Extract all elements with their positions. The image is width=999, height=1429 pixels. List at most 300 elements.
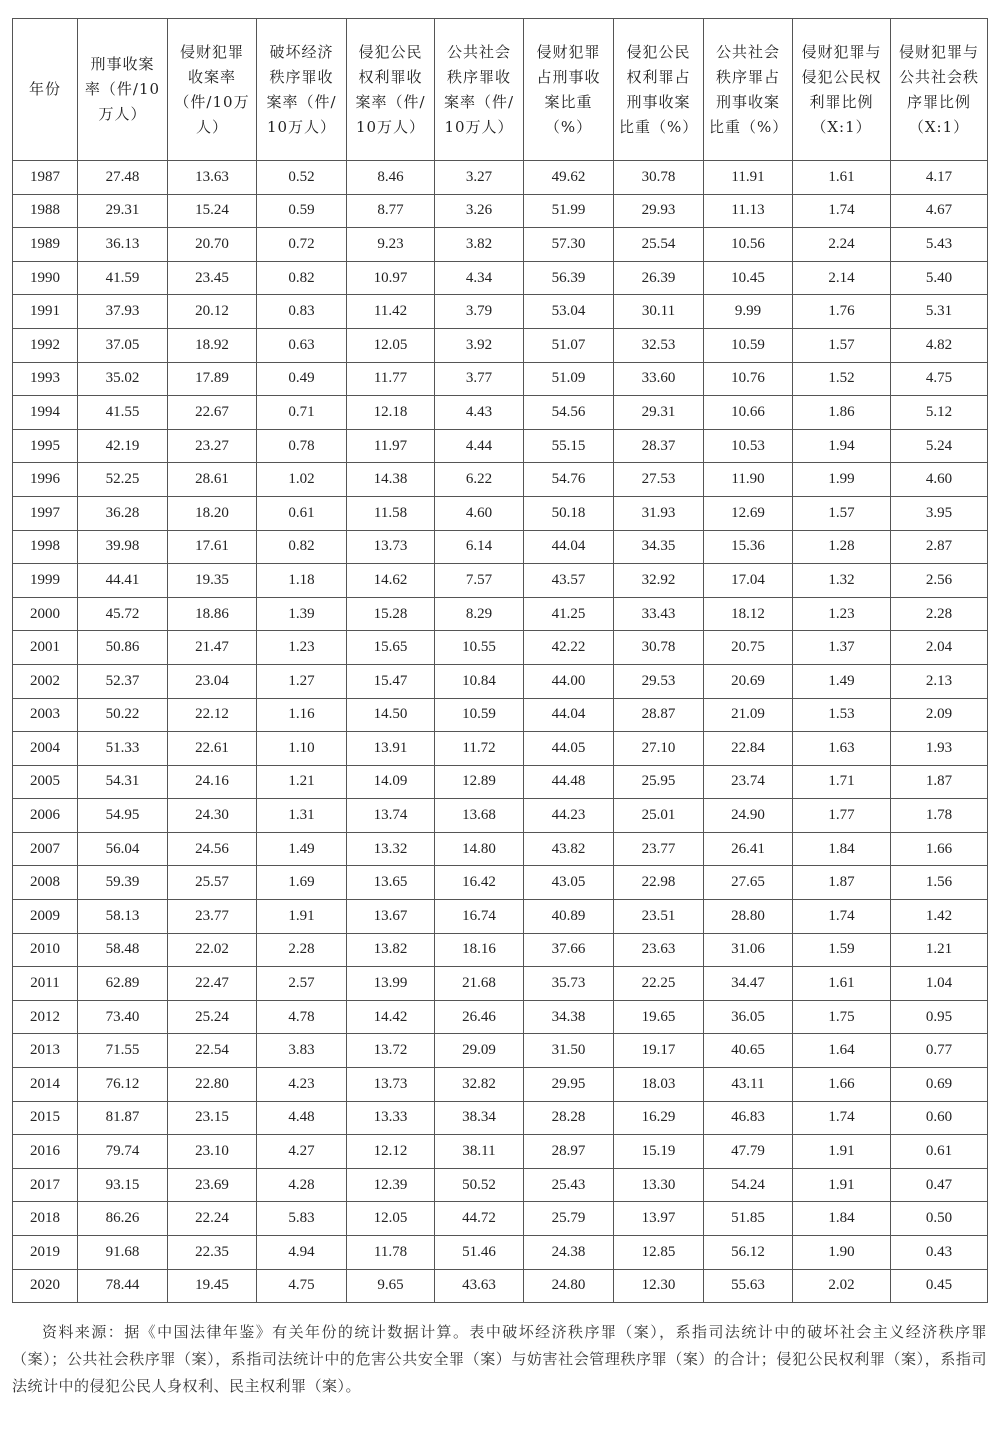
value-cell: 47.79 (704, 1135, 793, 1169)
value-cell: 27.10 (614, 732, 704, 766)
value-cell: 0.59 (257, 194, 347, 228)
year-cell: 2000 (13, 597, 78, 631)
value-cell: 43.82 (524, 832, 614, 866)
value-cell: 3.27 (435, 161, 524, 195)
value-cell: 1.21 (891, 933, 988, 967)
value-cell: 1.49 (793, 664, 891, 698)
value-cell: 10.59 (435, 698, 524, 732)
value-cell: 12.89 (435, 765, 524, 799)
year-cell: 2014 (13, 1068, 78, 1102)
year-cell: 2010 (13, 933, 78, 967)
value-cell: 33.43 (614, 597, 704, 631)
value-cell: 17.89 (168, 362, 257, 396)
value-cell: 4.27 (257, 1135, 347, 1169)
value-cell: 56.04 (78, 832, 168, 866)
table-row (13, 161, 988, 195)
table-row (13, 362, 988, 396)
table-row (13, 328, 988, 362)
value-cell: 3.77 (435, 362, 524, 396)
value-cell: 0.43 (891, 1236, 988, 1270)
value-cell: 15.28 (347, 597, 435, 631)
year-cell: 2019 (13, 1236, 78, 1270)
value-cell: 12.39 (347, 1168, 435, 1202)
value-cell: 40.89 (524, 900, 614, 934)
value-cell: 1.91 (793, 1135, 891, 1169)
value-cell: 4.23 (257, 1068, 347, 1102)
value-cell: 0.83 (257, 295, 347, 329)
value-cell: 0.72 (257, 228, 347, 262)
value-cell: 1.53 (793, 698, 891, 732)
value-cell: 3.95 (891, 496, 988, 530)
value-cell: 2.57 (257, 967, 347, 1001)
value-cell: 23.63 (614, 933, 704, 967)
value-cell: 1.74 (793, 900, 891, 934)
value-cell: 20.70 (168, 228, 257, 262)
source-note: 资料来源：据《中国法律年鉴》有关年份的统计数据计算。表中破坏经济秩序罪（案），系指司法统计中的破坏社会主义经济秩序罪（案）；公共社会秩序罪（案），系指司法统计中的危害公共安全罪（案）与妨害社会管理秩序罪（案）的合计；侵犯公民权利罪（案），系指司法统计中的侵犯公民人身权利、民主权利罪（案）。 (12, 1323, 987, 1395)
value-cell: 0.82 (257, 261, 347, 295)
table-body (13, 161, 988, 1303)
value-cell: 4.60 (435, 496, 524, 530)
value-cell: 10.97 (347, 261, 435, 295)
value-cell: 2.14 (793, 261, 891, 295)
year-cell: 2018 (13, 1202, 78, 1236)
value-cell: 29.31 (78, 194, 168, 228)
value-cell: 32.92 (614, 564, 704, 598)
value-cell: 13.91 (347, 732, 435, 766)
value-cell: 22.47 (168, 967, 257, 1001)
value-cell: 3.83 (257, 1034, 347, 1068)
value-cell: 52.25 (78, 463, 168, 497)
value-cell: 13.74 (347, 799, 435, 833)
value-cell: 0.77 (891, 1034, 988, 1068)
value-cell: 14.80 (435, 832, 524, 866)
value-cell: 76.12 (78, 1068, 168, 1102)
crime-statistics-table (12, 18, 988, 1303)
value-cell: 28.97 (524, 1135, 614, 1169)
value-cell: 1.49 (257, 832, 347, 866)
value-cell: 79.74 (78, 1135, 168, 1169)
value-cell: 1.16 (257, 698, 347, 732)
value-cell: 31.50 (524, 1034, 614, 1068)
value-cell: 1.64 (793, 1034, 891, 1068)
year-cell: 2011 (13, 967, 78, 1001)
value-cell: 23.45 (168, 261, 257, 295)
value-cell: 4.44 (435, 429, 524, 463)
year-cell: 1996 (13, 463, 78, 497)
value-cell: 1.99 (793, 463, 891, 497)
value-cell: 10.84 (435, 664, 524, 698)
value-cell: 25.57 (168, 866, 257, 900)
value-cell: 22.24 (168, 1202, 257, 1236)
table-row (13, 1168, 988, 1202)
value-cell: 58.48 (78, 933, 168, 967)
value-cell: 6.14 (435, 530, 524, 564)
value-cell: 25.54 (614, 228, 704, 262)
value-cell: 57.30 (524, 228, 614, 262)
table-row (13, 1269, 988, 1303)
value-cell: 7.57 (435, 564, 524, 598)
value-cell: 93.15 (78, 1168, 168, 1202)
value-cell: 43.57 (524, 564, 614, 598)
value-cell: 22.12 (168, 698, 257, 732)
value-cell: 18.20 (168, 496, 257, 530)
value-cell: 44.72 (435, 1202, 524, 1236)
value-cell: 36.13 (78, 228, 168, 262)
value-cell: 13.68 (435, 799, 524, 833)
value-cell: 6.22 (435, 463, 524, 497)
value-cell: 1.61 (793, 967, 891, 1001)
value-cell: 50.52 (435, 1168, 524, 1202)
value-cell: 44.48 (524, 765, 614, 799)
value-cell: 27.65 (704, 866, 793, 900)
value-cell: 50.18 (524, 496, 614, 530)
year-cell: 1991 (13, 295, 78, 329)
value-cell: 1.31 (257, 799, 347, 833)
value-cell: 30.78 (614, 631, 704, 665)
value-cell: 36.28 (78, 496, 168, 530)
year-cell: 2012 (13, 1000, 78, 1034)
value-cell: 1.39 (257, 597, 347, 631)
value-cell: 1.84 (793, 832, 891, 866)
value-cell: 23.77 (168, 900, 257, 934)
value-cell: 0.82 (257, 530, 347, 564)
value-cell: 16.42 (435, 866, 524, 900)
value-cell: 37.66 (524, 933, 614, 967)
value-cell: 12.30 (614, 1269, 704, 1303)
header-property-share: 侵财犯罪占刑事收案比重（%） (524, 19, 614, 161)
header-property-vs-public-ratio: 侵财犯罪与公共社会秩序罪比例（X:1） (891, 19, 988, 161)
value-cell: 4.75 (257, 1269, 347, 1303)
value-cell: 17.04 (704, 564, 793, 598)
value-cell: 5.83 (257, 1202, 347, 1236)
table-row (13, 967, 988, 1001)
value-cell: 19.65 (614, 1000, 704, 1034)
value-cell: 14.09 (347, 765, 435, 799)
value-cell: 71.55 (78, 1034, 168, 1068)
value-cell: 13.72 (347, 1034, 435, 1068)
value-cell: 54.56 (524, 396, 614, 430)
year-cell: 1989 (13, 228, 78, 262)
value-cell: 31.93 (614, 496, 704, 530)
table-row (13, 1202, 988, 1236)
value-cell: 36.05 (704, 1000, 793, 1034)
value-cell: 30.78 (614, 161, 704, 195)
value-cell: 23.10 (168, 1135, 257, 1169)
value-cell: 26.39 (614, 261, 704, 295)
value-cell: 4.94 (257, 1236, 347, 1270)
value-cell: 22.35 (168, 1236, 257, 1270)
value-cell: 34.47 (704, 967, 793, 1001)
value-cell: 1.37 (793, 631, 891, 665)
value-cell: 28.87 (614, 698, 704, 732)
value-cell: 1.63 (793, 732, 891, 766)
value-cell: 34.38 (524, 1000, 614, 1034)
value-cell: 1.91 (257, 900, 347, 934)
value-cell: 18.03 (614, 1068, 704, 1102)
value-cell: 14.38 (347, 463, 435, 497)
value-cell: 43.63 (435, 1269, 524, 1303)
value-cell: 24.56 (168, 832, 257, 866)
value-cell: 27.53 (614, 463, 704, 497)
value-cell: 40.65 (704, 1034, 793, 1068)
value-cell: 11.72 (435, 732, 524, 766)
year-cell: 1993 (13, 362, 78, 396)
value-cell: 1.27 (257, 664, 347, 698)
value-cell: 26.46 (435, 1000, 524, 1034)
value-cell: 13.73 (347, 530, 435, 564)
value-cell: 43.05 (524, 866, 614, 900)
value-cell: 4.75 (891, 362, 988, 396)
value-cell: 10.53 (704, 429, 793, 463)
value-cell: 81.87 (78, 1101, 168, 1135)
value-cell: 10.45 (704, 261, 793, 295)
table-row (13, 1034, 988, 1068)
value-cell: 44.04 (524, 698, 614, 732)
value-cell: 11.97 (347, 429, 435, 463)
value-cell: 17.61 (168, 530, 257, 564)
value-cell: 20.69 (704, 664, 793, 698)
value-cell: 15.65 (347, 631, 435, 665)
value-cell: 10.56 (704, 228, 793, 262)
value-cell: 43.11 (704, 1068, 793, 1102)
header-public-order-rate: 公共社会秩序罪收案率（件/10万人） (435, 19, 524, 161)
header-year: 年份 (13, 19, 78, 161)
value-cell: 22.67 (168, 396, 257, 430)
year-cell: 1987 (13, 161, 78, 195)
value-cell: 86.26 (78, 1202, 168, 1236)
value-cell: 1.57 (793, 496, 891, 530)
value-cell: 10.76 (704, 362, 793, 396)
value-cell: 5.31 (891, 295, 988, 329)
value-cell: 11.42 (347, 295, 435, 329)
value-cell: 1.02 (257, 463, 347, 497)
value-cell: 5.40 (891, 261, 988, 295)
value-cell: 15.47 (347, 664, 435, 698)
value-cell: 0.45 (891, 1269, 988, 1303)
value-cell: 37.05 (78, 328, 168, 362)
value-cell: 1.66 (891, 832, 988, 866)
value-cell: 49.62 (524, 161, 614, 195)
table-row (13, 530, 988, 564)
value-cell: 18.12 (704, 597, 793, 631)
value-cell: 4.60 (891, 463, 988, 497)
value-cell: 23.51 (614, 900, 704, 934)
value-cell: 1.56 (891, 866, 988, 900)
value-cell: 4.17 (891, 161, 988, 195)
table-row (13, 429, 988, 463)
value-cell: 41.59 (78, 261, 168, 295)
value-cell: 12.05 (347, 1202, 435, 1236)
value-cell: 22.54 (168, 1034, 257, 1068)
value-cell: 0.71 (257, 396, 347, 430)
value-cell: 1.71 (793, 765, 891, 799)
value-cell: 1.23 (257, 631, 347, 665)
value-cell: 50.22 (78, 698, 168, 732)
value-cell: 18.92 (168, 328, 257, 362)
value-cell: 24.80 (524, 1269, 614, 1303)
value-cell: 3.82 (435, 228, 524, 262)
header-property-crime-rate: 侵财犯罪收案率（件/10万人） (168, 19, 257, 161)
year-cell: 2017 (13, 1168, 78, 1202)
value-cell: 42.22 (524, 631, 614, 665)
header-civil-rights-share: 侵犯公民权利罪占刑事收案比重（%） (614, 19, 704, 161)
value-cell: 50.86 (78, 631, 168, 665)
year-cell: 2016 (13, 1135, 78, 1169)
table-row (13, 1236, 988, 1270)
value-cell: 0.78 (257, 429, 347, 463)
value-cell: 44.00 (524, 664, 614, 698)
value-cell: 28.61 (168, 463, 257, 497)
value-cell: 19.35 (168, 564, 257, 598)
value-cell: 45.72 (78, 597, 168, 631)
value-cell: 19.45 (168, 1269, 257, 1303)
value-cell: 0.95 (891, 1000, 988, 1034)
value-cell: 14.62 (347, 564, 435, 598)
value-cell: 1.18 (257, 564, 347, 598)
value-cell: 24.38 (524, 1236, 614, 1270)
value-cell: 2.28 (891, 597, 988, 631)
value-cell: 4.67 (891, 194, 988, 228)
value-cell: 0.69 (891, 1068, 988, 1102)
value-cell: 8.46 (347, 161, 435, 195)
value-cell: 78.44 (78, 1269, 168, 1303)
value-cell: 51.85 (704, 1202, 793, 1236)
value-cell: 16.74 (435, 900, 524, 934)
value-cell: 32.82 (435, 1068, 524, 1102)
value-cell: 22.80 (168, 1068, 257, 1102)
value-cell: 22.25 (614, 967, 704, 1001)
value-cell: 25.24 (168, 1000, 257, 1034)
header-criminal-rate: 刑事收案率（件/10万人） (78, 19, 168, 161)
year-cell: 2003 (13, 698, 78, 732)
value-cell: 0.61 (257, 496, 347, 530)
value-cell: 11.77 (347, 362, 435, 396)
value-cell: 4.82 (891, 328, 988, 362)
value-cell: 28.37 (614, 429, 704, 463)
value-cell: 91.68 (78, 1236, 168, 1270)
year-cell: 2005 (13, 765, 78, 799)
value-cell: 14.42 (347, 1000, 435, 1034)
value-cell: 54.76 (524, 463, 614, 497)
table-row (13, 597, 988, 631)
value-cell: 41.25 (524, 597, 614, 631)
value-cell: 3.79 (435, 295, 524, 329)
value-cell: 5.12 (891, 396, 988, 430)
value-cell: 8.29 (435, 597, 524, 631)
value-cell: 55.15 (524, 429, 614, 463)
value-cell: 44.41 (78, 564, 168, 598)
value-cell: 1.32 (793, 564, 891, 598)
value-cell: 10.66 (704, 396, 793, 430)
year-cell: 2001 (13, 631, 78, 665)
table-row (13, 396, 988, 430)
year-cell: 1992 (13, 328, 78, 362)
value-cell: 0.49 (257, 362, 347, 396)
value-cell: 27.48 (78, 161, 168, 195)
table-row (13, 1068, 988, 1102)
table-row (13, 866, 988, 900)
value-cell: 28.80 (704, 900, 793, 934)
value-cell: 13.73 (347, 1068, 435, 1102)
value-cell: 13.82 (347, 933, 435, 967)
value-cell: 10.55 (435, 631, 524, 665)
value-cell: 1.84 (793, 1202, 891, 1236)
year-cell: 1999 (13, 564, 78, 598)
value-cell: 54.95 (78, 799, 168, 833)
value-cell: 15.24 (168, 194, 257, 228)
year-cell: 1998 (13, 530, 78, 564)
table-row (13, 1000, 988, 1034)
value-cell: 0.63 (257, 328, 347, 362)
table-row (13, 698, 988, 732)
value-cell: 4.48 (257, 1101, 347, 1135)
value-cell: 18.86 (168, 597, 257, 631)
value-cell: 59.39 (78, 866, 168, 900)
value-cell: 9.23 (347, 228, 435, 262)
value-cell: 25.43 (524, 1168, 614, 1202)
value-cell: 3.92 (435, 328, 524, 362)
value-cell: 20.12 (168, 295, 257, 329)
value-cell: 24.90 (704, 799, 793, 833)
value-cell: 1.87 (793, 866, 891, 900)
value-cell: 31.06 (704, 933, 793, 967)
value-cell: 1.57 (793, 328, 891, 362)
table-row (13, 900, 988, 934)
value-cell: 21.47 (168, 631, 257, 665)
year-cell: 2004 (13, 732, 78, 766)
table-row (13, 765, 988, 799)
value-cell: 2.04 (891, 631, 988, 665)
value-cell: 52.37 (78, 664, 168, 698)
table-row (13, 1135, 988, 1169)
value-cell: 11.13 (704, 194, 793, 228)
table-row (13, 799, 988, 833)
value-cell: 30.11 (614, 295, 704, 329)
header-economic-order-rate: 破坏经济秩序罪收案率（件/10万人） (257, 19, 347, 161)
value-cell: 18.16 (435, 933, 524, 967)
table-row (13, 463, 988, 497)
value-cell: 1.69 (257, 866, 347, 900)
value-cell: 56.12 (704, 1236, 793, 1270)
value-cell: 34.35 (614, 530, 704, 564)
value-cell: 11.58 (347, 496, 435, 530)
value-cell: 1.61 (793, 161, 891, 195)
value-cell: 54.24 (704, 1168, 793, 1202)
value-cell: 51.07 (524, 328, 614, 362)
value-cell: 5.24 (891, 429, 988, 463)
value-cell: 1.10 (257, 732, 347, 766)
value-cell: 1.77 (793, 799, 891, 833)
value-cell: 23.27 (168, 429, 257, 463)
value-cell: 42.19 (78, 429, 168, 463)
value-cell: 29.95 (524, 1068, 614, 1102)
table-row (13, 832, 988, 866)
value-cell: 73.40 (78, 1000, 168, 1034)
value-cell: 4.78 (257, 1000, 347, 1034)
value-cell: 28.28 (524, 1101, 614, 1135)
value-cell: 29.31 (614, 396, 704, 430)
value-cell: 12.05 (347, 328, 435, 362)
table-row (13, 933, 988, 967)
value-cell: 1.23 (793, 597, 891, 631)
value-cell: 22.02 (168, 933, 257, 967)
year-cell: 1994 (13, 396, 78, 430)
value-cell: 10.59 (704, 328, 793, 362)
value-cell: 23.69 (168, 1168, 257, 1202)
value-cell: 35.73 (524, 967, 614, 1001)
value-cell: 0.60 (891, 1101, 988, 1135)
table-row (13, 194, 988, 228)
